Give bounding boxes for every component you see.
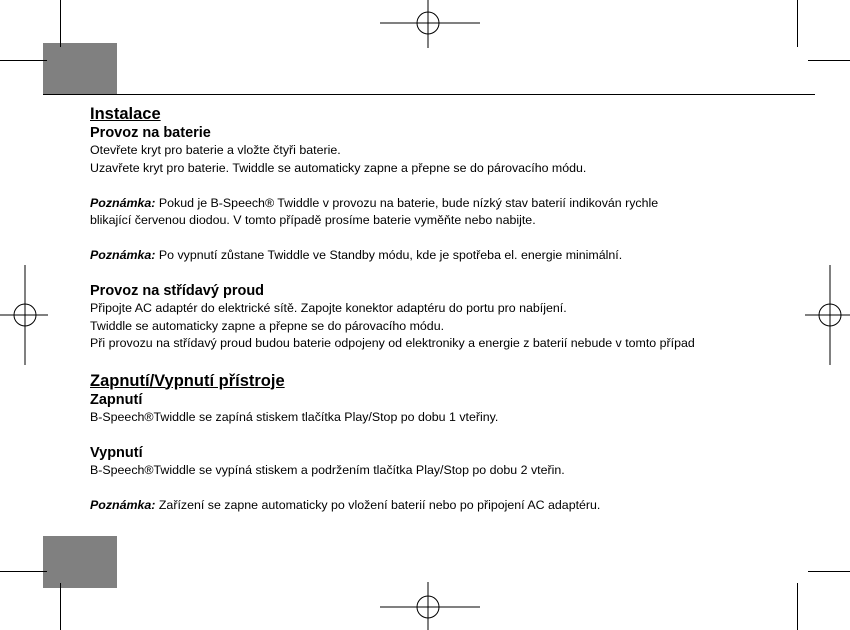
battery-note-1-text: Pokud je B-Speech® Twiddle v provozu na baterie, bude nízký stav baterií indikován rychle [155, 195, 659, 210]
footer-gray-block [43, 536, 117, 588]
registration-mark-right [805, 265, 850, 365]
subsection-title-on: Zapnutí [90, 391, 143, 408]
section-title-installation: Instalace [90, 105, 161, 123]
crop-mark-top-left-horizontal [0, 60, 47, 61]
power-note-text: Zařízení se zapne automaticky po vložení baterií nebo po připojení AC adaptéru. [155, 497, 601, 512]
crop-mark-top-left-vertical [60, 0, 61, 47]
header-gray-block [43, 43, 117, 95]
battery-note-1-continued: blikající červenou diodou. V tomto případě prosíme baterie vyměňte nebo nabijte. [90, 213, 536, 227]
crop-mark-bottom-right-horizontal [808, 571, 850, 572]
note-label: Poznámka: [90, 195, 156, 210]
battery-note-2-text: Po vypnutí zůstane Twiddle ve Standby módu, kde je spotřeba el. energie minimální. [155, 248, 623, 262]
power-note [90, 497, 770, 515]
note-label: Poznámka: [90, 497, 156, 512]
subsection-title-battery: Provoz na baterie [90, 125, 211, 141]
crop-mark-bottom-left-horizontal [0, 571, 47, 572]
battery-line-1: Otevřete kryt pro baterie a vložte čtyři baterie. [90, 143, 341, 157]
note-label: Poznámka: [90, 248, 156, 262]
battery-note-1 [90, 195, 770, 213]
battery-note-2 [90, 247, 770, 265]
ac-line-2: Twiddle se automaticky zapne a přepne se do párovacího módu. [90, 318, 445, 333]
registration-mark-top [380, 0, 480, 48]
document-body [90, 104, 770, 514]
registration-mark-left [0, 265, 48, 365]
subsection-title-off: Vypnutí [90, 444, 143, 461]
subsection-title-ac: Provoz na střídavý proud [90, 283, 265, 299]
crop-mark-bottom-right-vertical [797, 583, 798, 630]
ac-line-1: Připojte AC adaptér do elektrické sítě. Zapojte konektor adaptéru do portu pro nabíjení. [90, 301, 567, 315]
power-on-text: B-Speech®Twiddle se zapíná stiskem tlačítka Play/Stop po dobu 1 vteřiny. [90, 409, 499, 424]
crop-mark-top-right-horizontal [808, 60, 850, 61]
battery-line-2: Uzavřete kryt pro baterie. Twiddle se automaticky zapne a přepne se do párovacího módu. [90, 160, 587, 175]
power-off-text: B-Speech®Twiddle se vypíná stiskem a podržením tlačítka Play/Stop po dobu 2 vteřin. [90, 462, 565, 477]
registration-mark-bottom [380, 582, 480, 630]
header-rule [43, 94, 815, 95]
crop-mark-bottom-left-vertical [60, 583, 61, 630]
ac-line-3: Při provozu na střídavý proud budou baterie odpojeny od elektroniky a energie z baterií nebude v tomto případ [90, 336, 695, 350]
crop-mark-top-right-vertical [797, 0, 798, 47]
section-title-power: Zapnutí/Vypnutí přístroje [90, 371, 285, 390]
